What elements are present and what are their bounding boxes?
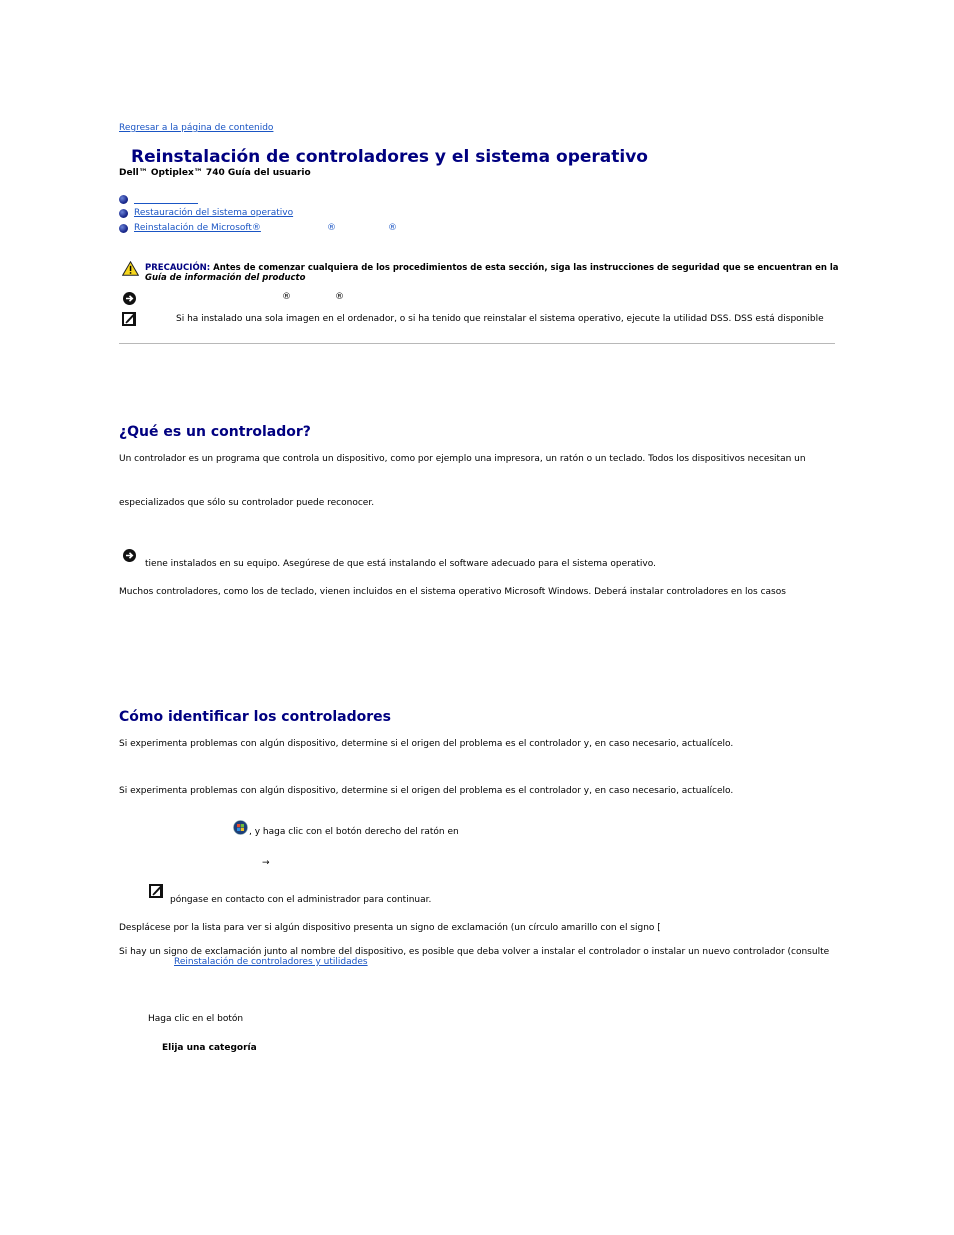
page-title: Reinstalación de controladores y el sistema operativo bbox=[131, 147, 648, 167]
paragraph: Si experimenta problemas con algún dispositivo, determine si el origen del problema es el controlador y, en caso necesario, actualícelo. bbox=[119, 786, 734, 796]
note-icon bbox=[122, 312, 136, 326]
toc-link-1[interactable] bbox=[134, 193, 198, 208]
note-text: póngase en contacto con el administrador para continuar. bbox=[170, 895, 432, 905]
paragraph: Si experimenta problemas con algún dispositivo, determine si el origen del problema es el controlador y, en caso necesario, actualícelo. bbox=[119, 739, 734, 749]
notice-icon bbox=[123, 292, 136, 305]
registered-mark: ® bbox=[388, 223, 397, 233]
category-label: Elija una categoría bbox=[162, 1043, 257, 1053]
windows-start-icon[interactable] bbox=[233, 820, 248, 835]
notice-text: tiene instalados en su equipo. Asegúrese de que está instalando el software adecuado para el sistema operativo. bbox=[145, 559, 656, 569]
page-subtitle: Dell™ Optiplex™ 740 Guía del usuario bbox=[119, 168, 311, 178]
warning-icon bbox=[122, 261, 139, 276]
back-to-contents-link[interactable]: Regresar a la página de contenido bbox=[119, 123, 274, 133]
caution-label: PRECAUCIÓN: bbox=[145, 263, 211, 273]
reinstall-drivers-link[interactable]: Reinstalación de controladores y utilidades bbox=[174, 957, 368, 967]
toc-link-restore-os[interactable]: Restauración del sistema operativo bbox=[134, 208, 294, 218]
section-title-identify-drivers: Cómo identificar los controladores bbox=[119, 709, 391, 725]
paragraph: Desplácese por la lista para ver si algún dispositivo presenta un signo de exclamación (un círculo amarillo con el signo [ bbox=[119, 923, 661, 933]
bullet-icon bbox=[119, 224, 128, 233]
toc-link-reinstall-text: Reinstalación de Microsoft® bbox=[134, 223, 261, 233]
paragraph: Muchos controladores, como los de teclado, vienen incluidos en el sistema operativo Microsoft Windows. Deberá instalar controladores en los casos bbox=[119, 587, 786, 597]
paragraph: Si hay un signo de exclamación junto al nombre del dispositivo, es posible que deba volver a instalar el controlador o instalar un nuevo controlador (consulte bbox=[119, 947, 830, 957]
paragraph: Un controlador es un programa que controla un dispositivo, como por ejemplo una impresora, un ratón o un teclado. Todos los dispositivos necesitan un bbox=[119, 454, 806, 464]
bullet-icon bbox=[119, 209, 128, 218]
divider bbox=[119, 343, 835, 344]
section-title-what-is-driver: ¿Qué es un controlador? bbox=[119, 424, 311, 440]
notice-icon bbox=[123, 549, 136, 562]
toc-link-reinstall-windows[interactable] bbox=[134, 222, 410, 234]
registered-mark: ® bbox=[327, 223, 336, 233]
note-icon bbox=[149, 884, 163, 898]
step-text: Haga clic en el botón bbox=[148, 1014, 244, 1024]
caution-body: Antes de comenzar cualquiera de los procedimientos de esta sección, siga las instrucciones de seguridad que se encuentran en la bbox=[210, 263, 839, 273]
registered-mark: ® bbox=[282, 292, 291, 302]
caution-guide-title: Guía de información del producto bbox=[145, 273, 306, 283]
bullet-icon bbox=[119, 195, 128, 204]
step-text: , y haga clic con el botón derecho del ratón en bbox=[249, 827, 459, 837]
note-text: Si ha instalado una sola imagen en el ordenador, o si ha tenido que reinstalar el sistema operativo, ejecute la utilidad DSS. DSS está disponible bbox=[176, 314, 824, 324]
arrow-icon: → bbox=[262, 858, 270, 868]
registered-mark: ® bbox=[335, 292, 344, 302]
paragraph: especializados que sólo su controlador puede reconocer. bbox=[119, 498, 375, 508]
